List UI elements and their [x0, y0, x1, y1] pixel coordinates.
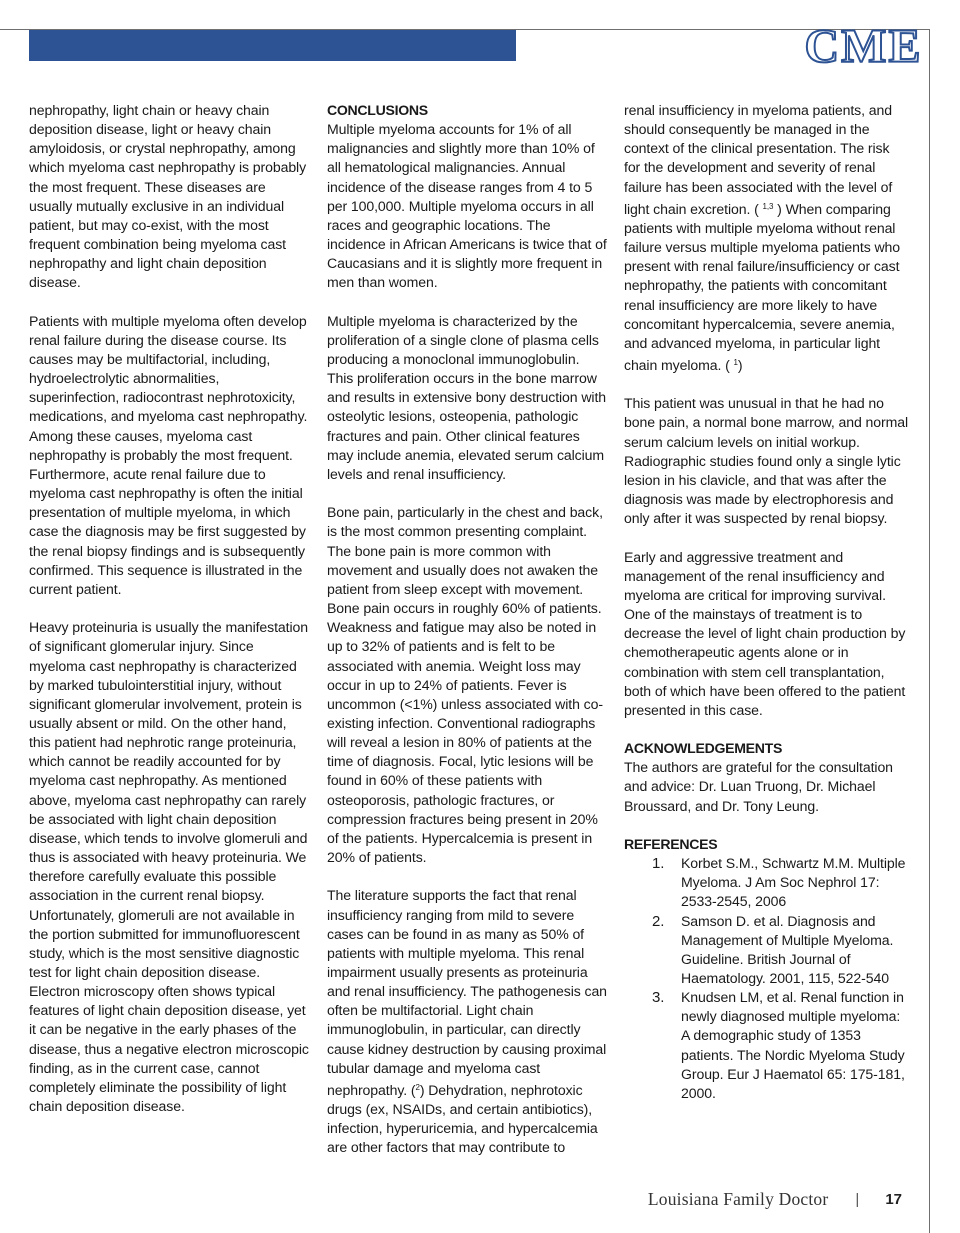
text-run: ) Dehydration, nephrotoxic drugs (ex, NSAIDs, and certain antibiotics), infection, hyperuricemia, and hypercalcemia are other factors that may contribute to	[327, 1081, 598, 1156]
reference-item	[624, 912, 908, 989]
reference-text: Knudsen LM, et al. Renal function in newly diagnosed multiple myeloma: A demographic study of 1353 patients. The Nordic Myeloma Study Group. Eur J Haematol 65: 175-181, 2000.	[681, 989, 905, 1101]
citation-superscript: 2	[415, 1082, 420, 1092]
paragraph: Multiple myeloma accounts for 1% of all malignancies and slightly more than 10% of all hematological malignancies. Annual incidence of the disease ranges from 4 to 5 per 100,000. Multiple myeloma occurs in all races and geographic locations. The incidence in African Americans is twice that of Caucasians and it is slightly more frequent in men than women.	[327, 121, 607, 291]
reference-text: Korbet S.M., Schwartz M.M. Multiple Myeloma. J Am Soc Nephrol 17: 2533-2545, 2006	[681, 855, 906, 910]
section-heading-conclusions: CONCLUSIONS	[327, 102, 428, 118]
citation-superscript: 1,3	[762, 201, 774, 211]
paragraph	[624, 101, 908, 375]
page-number: 17	[885, 1190, 902, 1208]
text-run: renal insufficiency in myeloma patients, and should consequently be managed in the context of the clinical presentation. The risk for the development and severity of renal failure has been associated with the level of light chain excretion. (	[624, 102, 893, 217]
text-run: The literature supports the fact that renal insufficiency ranging from mild to severe cases can be found in as many as 50% of patients with multiple myeloma. This renal impairment usually presents as proteinuria and renal insufficiency. The pathogenesis can often be multifactorial. Light chain immunoglobulin, in particular, can directly cause kidney destruction by causing proximal tubular damage and myeloma cast nephropathy. (	[327, 887, 607, 1098]
reference-text: Samson D. et al. Diagnosis and Management of Multiple Myeloma. Guideline. British Journal of Haematology. 2001, 115, 522-540	[681, 912, 894, 986]
cme-logo	[797, 28, 930, 64]
paragraph	[327, 886, 609, 1157]
paragraph: This patient was unusual in that he had no bone pain, a normal bone marrow, and normal serum calcium levels on initial workup. Radiographic studies found only a single lytic lesion in his clavicle, and that was after the diagnosis was made by electrophoresis and only after it was suspected by renal biopsy.	[624, 395, 909, 527]
header-color-bar	[29, 30, 516, 61]
citation-superscript: 1	[733, 358, 738, 368]
column-left	[29, 101, 311, 1135]
reference-number: 2.	[652, 912, 665, 930]
paragraph: Patients with multiple myeloma often develop renal failure during the disease course. Its causes may be multifactorial, including, hydroelectrolytic abnormalities, superinfection, radiocontrast nephrotoxicity, medications, and myeloma cast nephropathy. Among these causes, myeloma cast nephropathy is probably the most frequent. Furthermore, acute renal failure due to myeloma cast nephropathy is often the initial presentation of multiple myeloma, in which case the diagnosis may be first suggested by the renal biopsy findings and is subsequently confirmed. This sequence is illustrated in the current patient.	[29, 312, 308, 597]
section-heading-acknowledgements: ACKNOWLEDGEMENTS	[624, 740, 783, 757]
cme-logo-text: CME	[804, 28, 923, 64]
reference-item	[624, 854, 908, 911]
paragraph: Early and aggressive treatment and management of the renal insufficiency and myeloma are critical for improving survival. One of the mainstays of treatment is to decrease the level of light chain production by chemotherapeutic agents alone or in combination with stem cell transplantation, both of which have been offered to the patient presented in this case.	[624, 548, 906, 718]
paragraph: Heavy proteinuria is usually the manifestation of significant glomerular injury. Since myeloma cast nephropathy is characterized by marked tubulointerstitial injury, without significant glomerular involvement, protein is usually absent or mild. On the other hand, this patient had nephrotic range proteinuria, which cannot be readily accounted for by myeloma cast nephropathy. As mentioned above, myeloma cast nephropathy can rarely be associated with light chain deposition disease, which tends to involve glomeruli and thus is associated with heavy proteinuria. We therefore carefully evaluate this possible association in the current renal biopsy. Unfortunately, glomeruli are not available in the portion submitted for immunofluorescent study, which is the most sensitive diagnostic test for light chain deposition disease. Electron microscopy often shows typical features of light chain deposition disease, yet it can be negative in the early phases of the disease, thus a negative electron microscopic finding, as in the current case, cannot completely eliminate the possibility of light chain deposition disease.	[29, 619, 309, 1115]
page-footer	[600, 1186, 902, 1212]
reference-number: 3.	[652, 989, 665, 1007]
text-run: ) When comparing patients with multiple myeloma without renal failure versus multiple myeloma patients who present with renal failure/insufficiency or cast nephropathy, the patients with concomitant renal insufficiency are more likely to have concomitant hypercalcemia, severe anemia, and advanced myeloma, in particular light chain myeloma. (	[624, 200, 901, 374]
right-margin-rule	[929, 29, 930, 1233]
column-right	[624, 101, 908, 1103]
column-middle	[327, 101, 609, 1177]
references-list	[624, 854, 908, 1103]
paragraph: Bone pain, particularly in the chest and back, is the most common presenting complaint. The bone pain is more common with movement and usually does not awaken the patient from sleep except with movement. Bone pain occurs in roughly 60% of patients. Weakness and fatigue may also be noted in up to 32% of patients and is felt to be associated with anemia. Weight loss may occur in up to 24% of patients. Fever is uncommon (<1%) unless associated with co-existing infection. Conventional radiographs will reveal a lesion in 80% of patients at the time of diagnosis. Focal, lytic lesions will be found in 60% of these patients with osteoporosis, pathologic fractures, or compression fractures being present in 20% of the patients. Hypercalcemia is present in 20% of patients.	[327, 504, 603, 866]
paragraph: Multiple myeloma is characterized by the proliferation of a single clone of plasma cells producing a monoclonal immunoglobulin. This proliferation occurs in the bone marrow and results in extensive bony destruction with osteolytic lesions, osteopenia, pathologic fractures and pain. Other clinical features may include anemia, elevated serum calcium levels and renal insufficiency.	[327, 312, 606, 482]
journal-title: Louisiana Family Doctor	[647, 1188, 829, 1209]
paragraph: nephropathy, light chain or heavy chain deposition disease, light or heavy chain amyloidosis, or crystal nephropathy, among which myeloma cast nephropathy is probably the most frequent. These diseases are usually mutually exclusive in an individual patient, but may co-exist, with the most frequent combination being myeloma cast nephropathy and light chain deposition disease.	[29, 102, 307, 291]
footer-separator: |	[855, 1190, 860, 1208]
reference-item	[624, 988, 908, 1103]
section-heading-references: REFERENCES	[624, 835, 718, 852]
text-run: )	[737, 357, 743, 374]
paragraph: The authors are grateful for the consultation and advice: Dr. Luan Truong, Dr. Michael Broussard, and Dr. Tony Leung.	[624, 759, 893, 814]
reference-number: 1.	[652, 855, 665, 873]
